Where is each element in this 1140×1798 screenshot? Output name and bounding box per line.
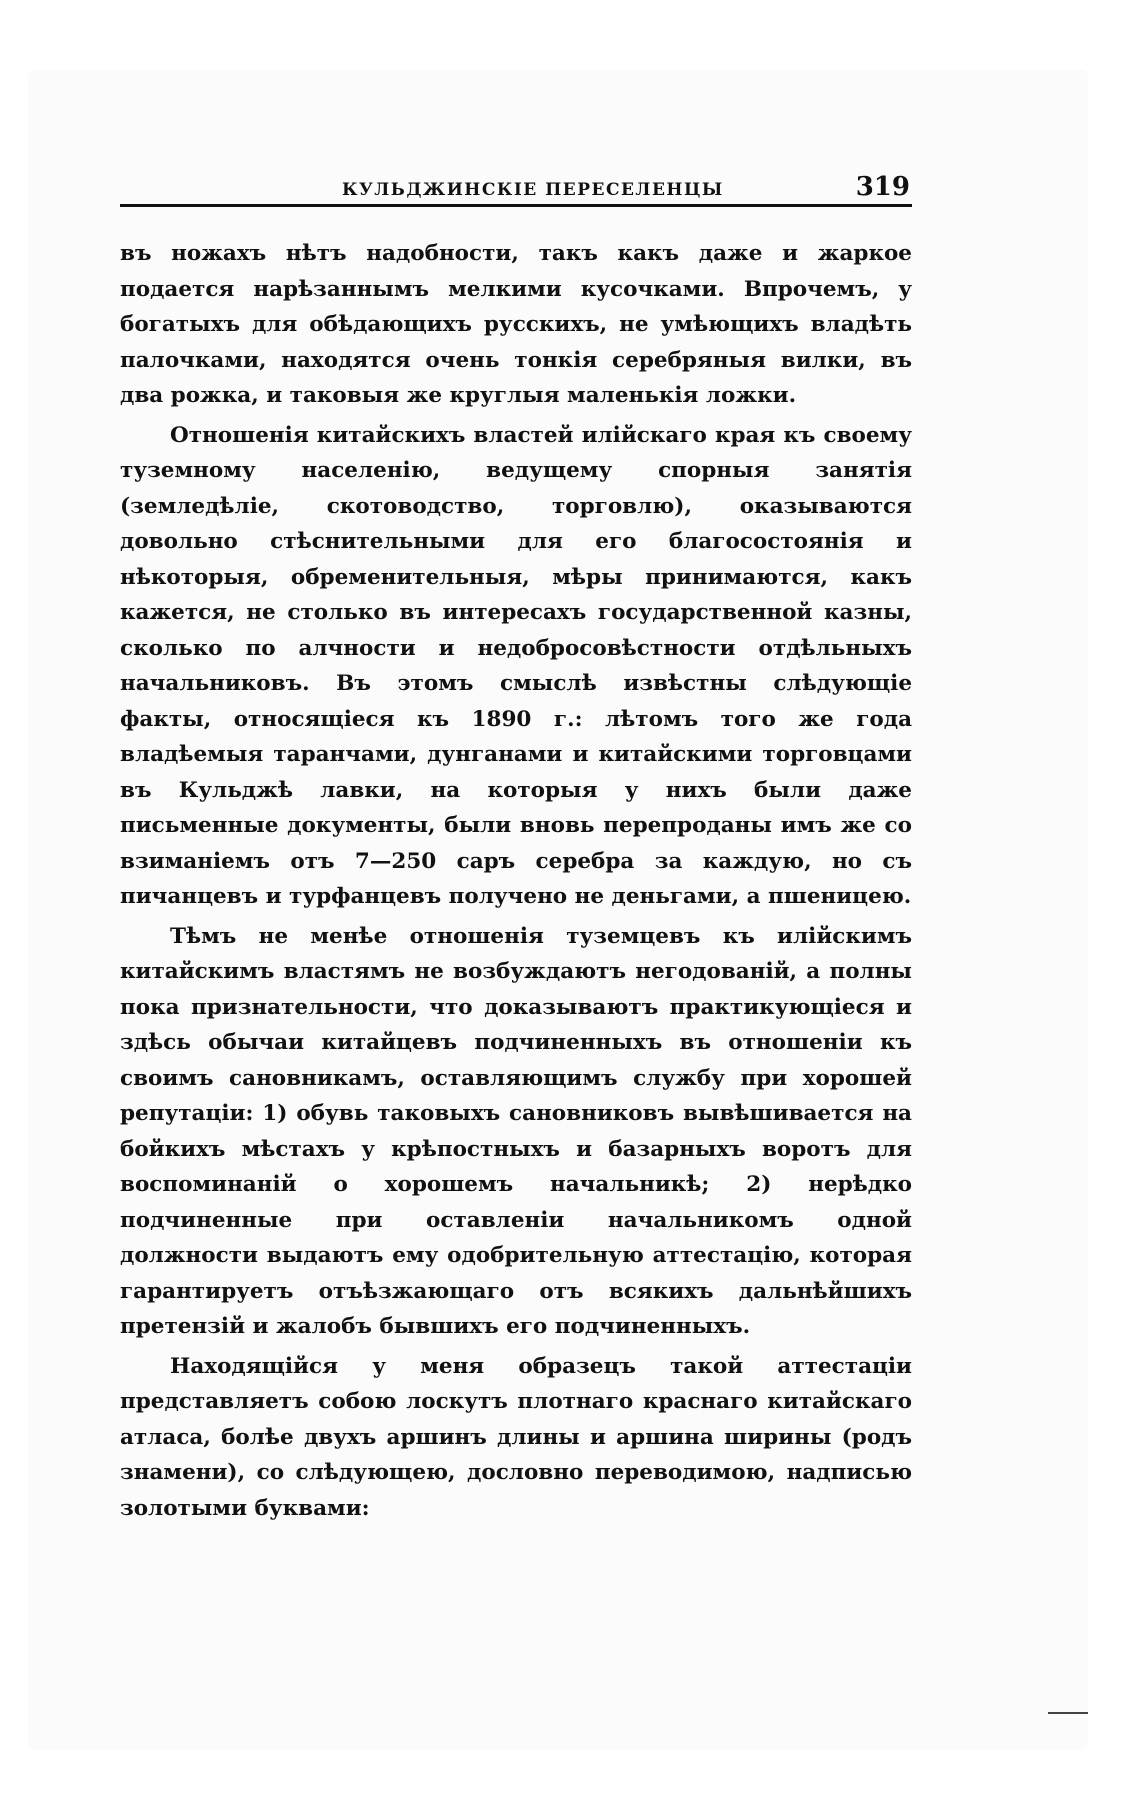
paragraph-2: Отношенія китайскихъ властей илійскаго края къ своему туземному населенію, ведущему спорныя занятія (земледѣліе, скотоводство, торговлю), оказываются довольно стѣснительными для его благосостоянія и нѣкоторыя, обременительныя, мѣры принимаются, какъ кажется, не столько въ интересахъ государственной казны, сколько по алчности и недобросовѣстности отдѣльныхъ начальниковъ. Въ этомъ смыслѣ извѣстны слѣдующіе факты, относящіеся къ 1890 г.: лѣтомъ того же года владѣемыя таранчами, дунганами и китайскими торговцами въ Кульджѣ лавки, на которыя у нихъ были даже письменные документы, были вновь перепроданы имъ же со взиманіемъ отъ 7—250 саръ серебра за каждую, но съ пичанцевъ и турфанцевъ получено не деньгами, а пшеницею. [120, 422, 912, 909]
page-header [120, 168, 912, 207]
page-number: 319 [855, 172, 910, 202]
paragraph-4: Находящійся у меня образецъ такой аттестаціи представляетъ собою лоскутъ плотнаго краснаго китайскаго атласа, болѣе двухъ аршинъ длины и аршина ширины (родъ знамени), со слѣдующею, дословно переводимою, надписью золотыми буквами: [120, 1353, 912, 1521]
paragraph-1: въ ножахъ нѣтъ надобности, такъ какъ даже и жаркое подается нарѣзаннымъ мелкими кусочками. Впрочемъ, у богатыхъ для обѣдающихъ русскихъ, не умѣющихъ владѣть палочками, находятся очень тонкія серебряныя вилки, въ два рожка, и таковыя же круглыя маленькія ложки. [120, 241, 912, 408]
body-text [120, 236, 912, 1530]
scan-edge-mark [1048, 1712, 1088, 1714]
running-title: КУЛЬДЖИНСКІЕ ПЕРЕСЕЛЕНЦЫ [342, 180, 724, 200]
paragraph-3: Тѣмъ не менѣе отношенія туземцевъ къ илійскимъ китайскимъ властямъ не возбуждаютъ негодованій, а полны пока признательности, что доказываютъ практикующіеся и здѣсь обычаи китайцевъ подчиненныхъ въ отношеніи къ своимъ сановникамъ, оставляющимъ службу при хорошей репутаціи: 1) обувь таковыхъ сановниковъ вывѣшивается на бойкихъ мѣстахъ у крѣпостныхъ и базарныхъ воротъ для воспоминаній о хорошемъ начальникѣ; 2) нерѣдко подчиненные при оставленіи начальникомъ одной должности выдаютъ ему одобрительную аттестацію, которая гарантируетъ отъѣзжающаго отъ всякихъ дальнѣйшихъ претензій и жалобъ бывшихъ его подчиненныхъ. [120, 923, 912, 1339]
